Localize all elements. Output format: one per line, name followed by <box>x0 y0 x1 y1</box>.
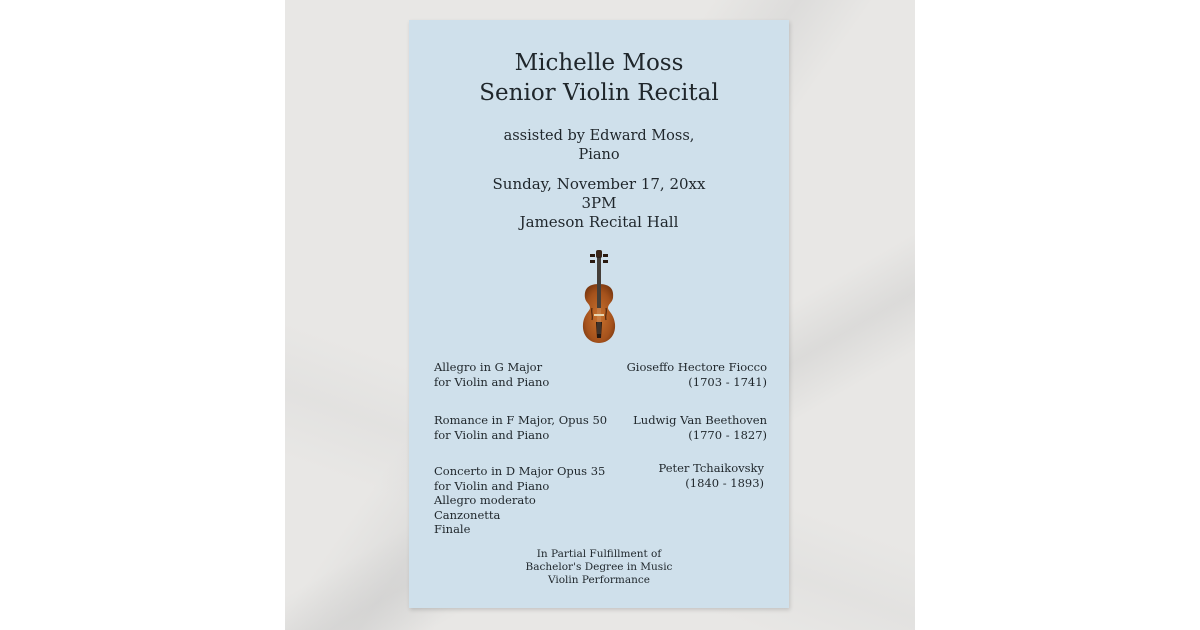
program-piece-1 <box>434 360 549 389</box>
program-piece-3 <box>434 464 605 537</box>
performer-name: Michelle Moss <box>514 50 684 76</box>
piece-title: Romance in F Major, Opus 50 <box>434 413 608 427</box>
title-block <box>409 48 789 108</box>
movement-2: Canzonetta <box>434 507 501 522</box>
piece-subtitle: for Violin and Piano <box>434 427 550 442</box>
footer-line-3: Violin Performance <box>547 574 651 586</box>
assisted-by <box>409 127 789 165</box>
piece-title: Allegro in G Major <box>434 360 543 374</box>
assisted-line-2: Piano <box>578 147 620 163</box>
footer-line-1: In Partial Fulfillment of <box>536 548 662 560</box>
violin-icon <box>577 248 621 346</box>
recital-program-card <box>409 20 789 608</box>
piece-title: Concerto in D Major Opus 35 <box>434 464 606 478</box>
event-time: 3PM <box>581 194 617 212</box>
composer-years: (1703 - 1741) <box>688 374 767 389</box>
composer-years: (1840 - 1893) <box>685 475 764 490</box>
program-composer-1 <box>627 360 767 389</box>
movement-1: Allegro moderato <box>434 493 536 507</box>
composer-name: Peter Tchaikovsky <box>658 461 764 475</box>
movement-3: Finale <box>434 522 471 536</box>
composer-years: (1770 - 1827) <box>688 427 767 442</box>
piece-subtitle: for Violin and Piano <box>434 374 550 389</box>
program-composer-2 <box>633 413 767 442</box>
composer-name: Gioseffo Hectore Fiocco <box>626 360 767 374</box>
degree-footer <box>409 548 789 587</box>
event-title: Senior Violin Recital <box>479 80 719 106</box>
event-details <box>409 175 789 232</box>
piece-subtitle: for Violin and Piano <box>434 478 550 493</box>
footer-line-2: Bachelor's Degree in Music <box>525 561 673 573</box>
assisted-line-1: assisted by Edward Moss, <box>503 128 695 144</box>
event-date: Sunday, November 17, 20xx <box>492 175 706 193</box>
composer-name: Ludwig Van Beethoven <box>633 413 767 427</box>
program-piece-2 <box>434 413 607 442</box>
event-venue: Jameson Recital Hall <box>519 213 679 231</box>
program-composer-3 <box>658 461 764 490</box>
